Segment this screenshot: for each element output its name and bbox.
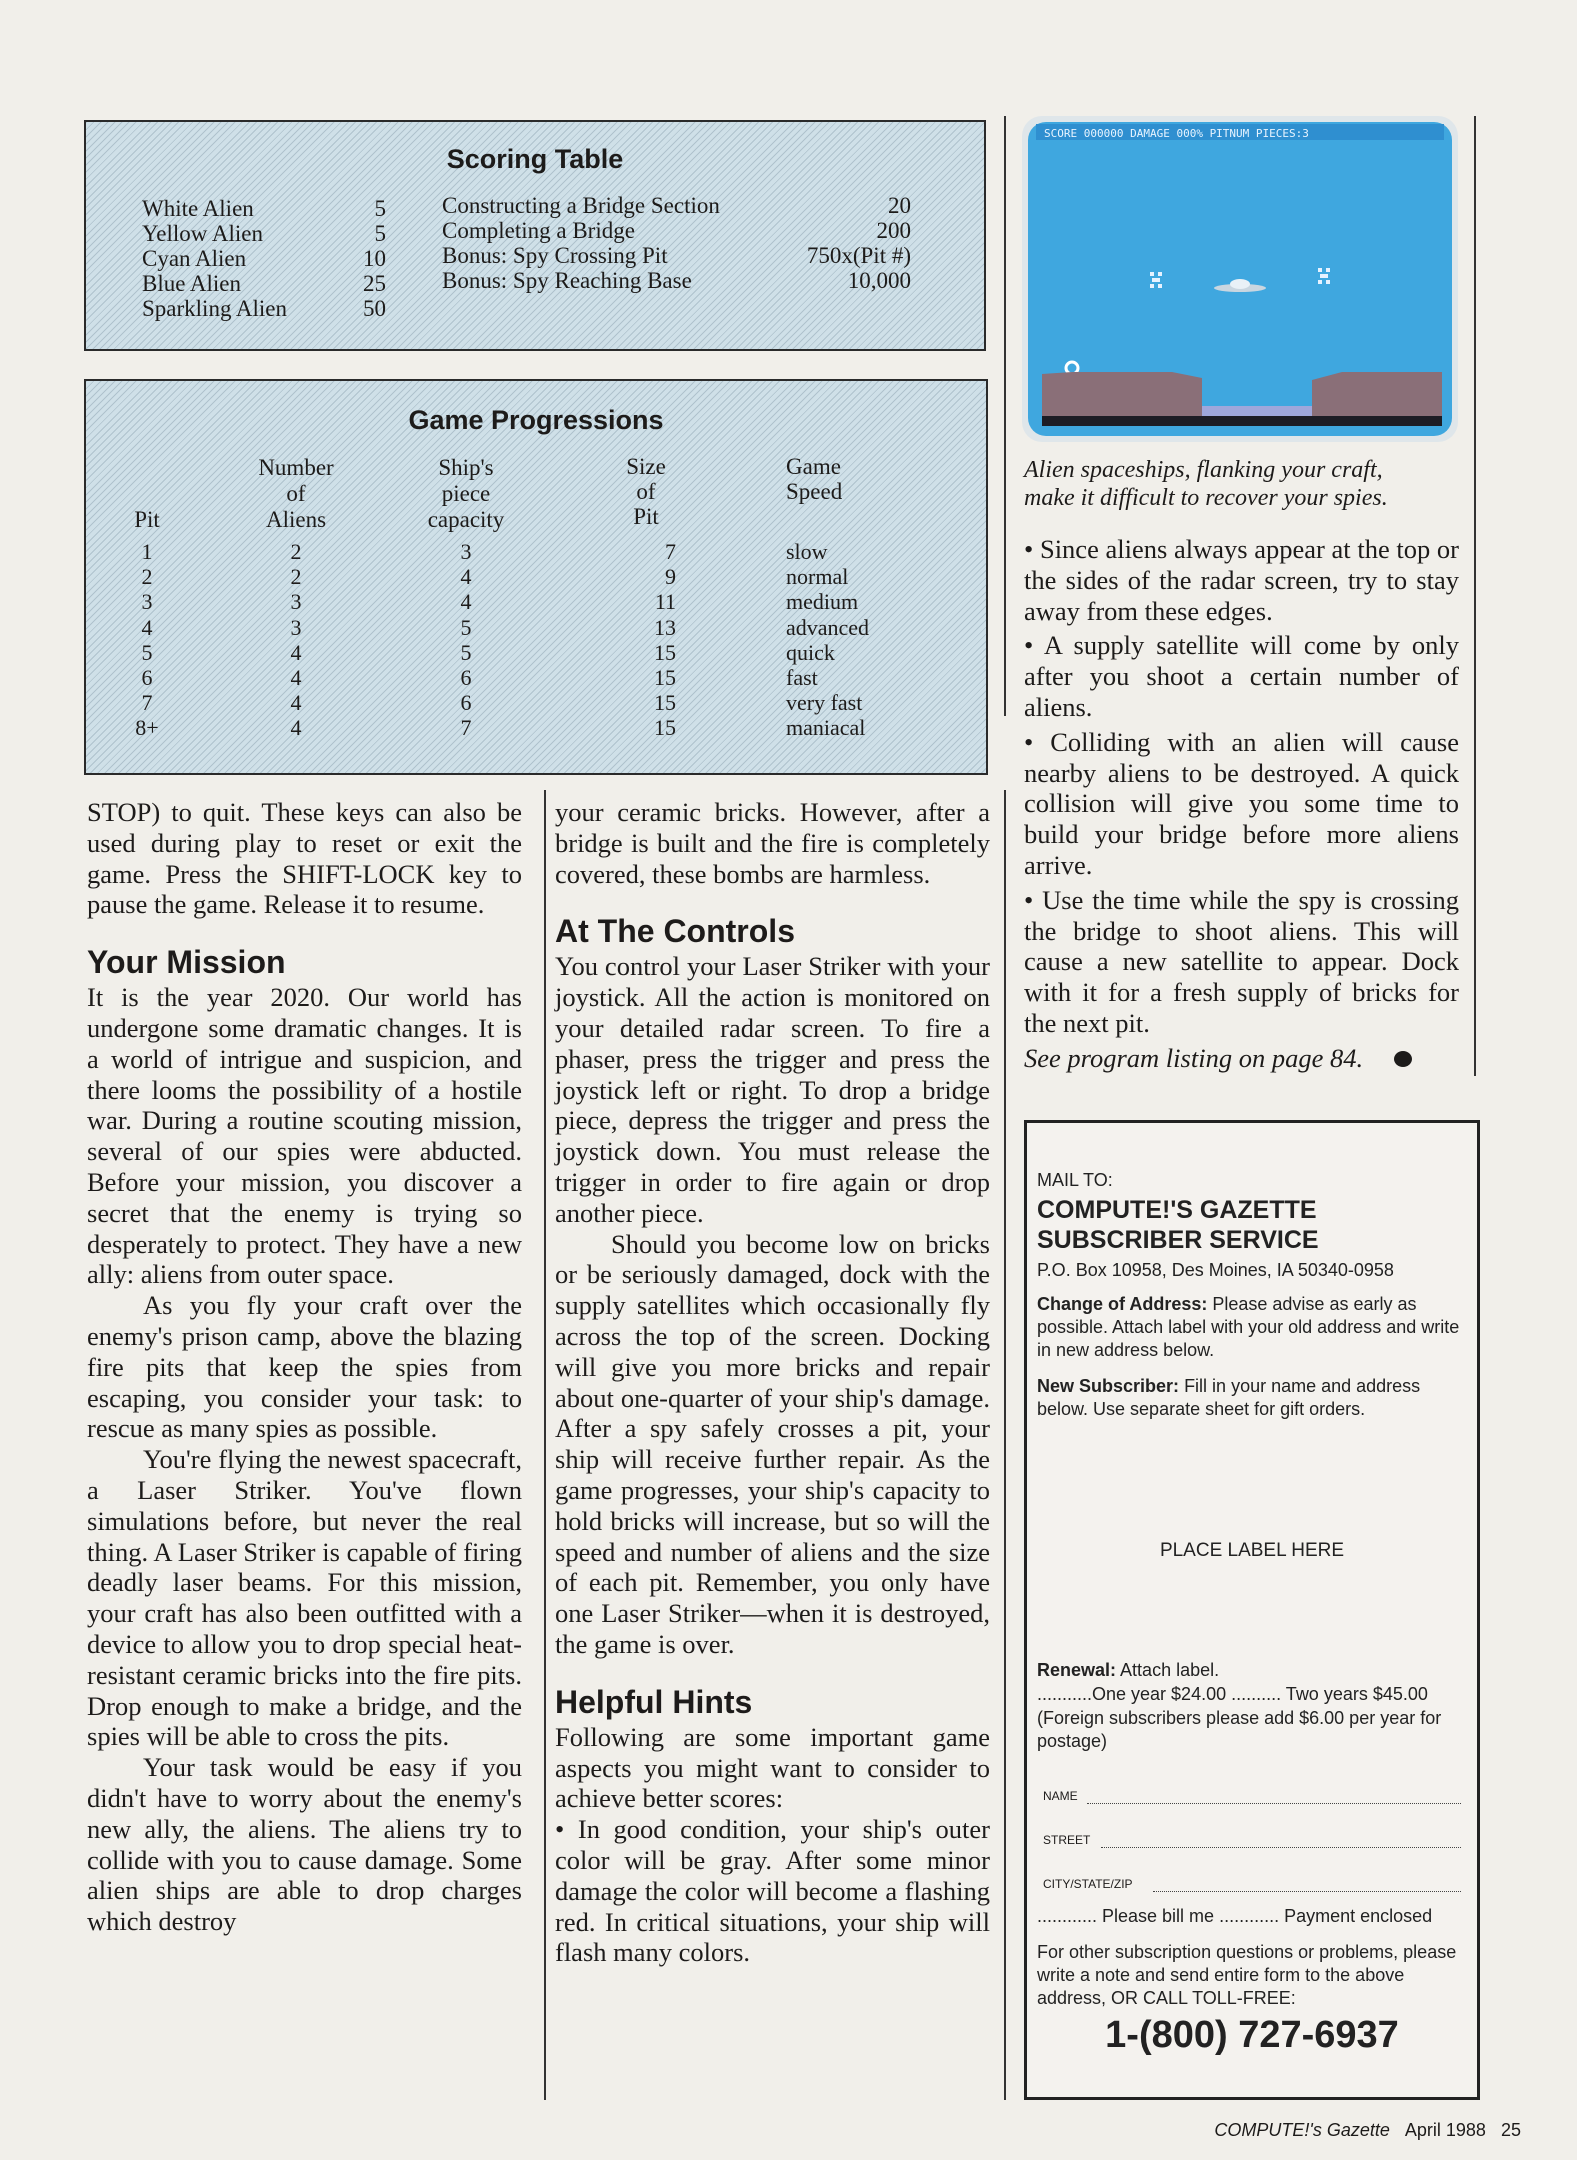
city-label: CITY/STATE/ZIP	[1043, 1877, 1133, 1891]
header-size: of	[636, 479, 656, 504]
progression-cell-aliens: 4	[290, 639, 302, 665]
progression-cell-capacity: 4	[460, 589, 472, 615]
header-speed: Speed	[786, 479, 843, 504]
renewal-label: Renewal:	[1037, 1660, 1117, 1680]
progression-cell-size: 13	[654, 614, 676, 640]
other-questions: For other subscription questions or problems, please write a note and send entire form to the above address, OR CALL TOLL-FREE:	[1037, 1942, 1457, 2008]
progression-cell-capacity: 7	[460, 715, 472, 741]
progression-cell-size: 7	[665, 539, 676, 564]
new-subscriber	[1037, 1375, 1467, 1421]
toll-free-number[interactable]: 1-(800) 727-6937	[1105, 2014, 1399, 2056]
paragraph: Following are some important game aspects you might want to consider to achieve better scores:	[555, 1721, 990, 1814]
progression-cell-capacity: 5	[460, 639, 472, 665]
screenshot-caption: Alien spaceships, flanking your craft, make it difficult to recover your spies.	[1024, 457, 1388, 511]
paragraph: It is the year 2020. Our world has undergone some dramatic changes. It is a world of intrigue and suspicion, and there looms the possibility of a hostile war. During a routine scouting mission, several of our spies were abducted. Before your mission, you discover a secret that the enemy is trying so desperately to protect. They have a new ally: aliens from outer space.	[87, 982, 522, 1290]
header-capacity: piece	[441, 481, 491, 506]
paragraph: As you fly your craft over the enemy's prison camp, above the blazing fire pits that keep the spies from escaping, you consider your task: to rescue as many spies as possible.	[87, 1290, 522, 1444]
subscriber-form	[1024, 1120, 1480, 2100]
hint-bullet: • Use the time while the spy is crossing the bridge to shoot aliens. This will cause a new satellite to appear. Dock with it for a fresh supply of bricks for the next pit.	[1024, 884, 1459, 1038]
issue-date: April 1988	[1404, 2120, 1486, 2140]
hint-bullet: • Since aliens always appear at the top or the sides of the radar screen, try to stay away from these edges.	[1024, 534, 1459, 626]
paragraph: Should you become low on bricks or be seriously damaged, dock with the supply satellites which occasionally fly across the top of the screen. Docking will give you more bricks and repair about one-quarter of your ship's damage. After a spy safely crosses a pit, your ship will receive further repair. As the game progresses, your ship's capacity to hold bricks will increase, but so will the speed and number of aliens and the size of each pit. Remember, you only have one Laser Striker—when it is destroyed, the game is over.	[555, 1228, 990, 1659]
progression-cell-pit: 4	[141, 614, 153, 640]
header-aliens: Aliens	[265, 507, 327, 532]
score-points: 10	[363, 246, 386, 271]
score-label: Yellow Alien	[142, 221, 263, 246]
section-heading: At The Controls	[555, 913, 795, 950]
change-of-address	[1037, 1293, 1467, 1362]
paragraph: You're flying the newest spacecraft, a Laser Striker. You've flown simulations before, but never the real thing. A Laser Striker is capable of firing deadly laser beams. For this mission, your craft has also been outfitted with a device to allow you to drop special heat-resistant ceramic bricks into the fire pits. Drop enough to make a bridge, and the spies will be able to cross the pits.	[87, 1444, 522, 1752]
right-cliff	[1312, 372, 1442, 416]
mail-to-label: MAIL TO:	[1037, 1170, 1113, 1190]
header-speed: Game	[786, 454, 841, 479]
progression-cell-pit: 2	[141, 564, 153, 590]
progression-cell-speed: medium	[786, 589, 859, 615]
score-label: Sparkling Alien	[142, 296, 288, 321]
progression-cell-aliens: 2	[290, 539, 302, 564]
name-label: NAME	[1043, 1789, 1078, 1803]
progression-cell-size: 11	[654, 589, 676, 615]
paragraph: • In good condition, your ship's outer color will be gray. After some minor damage the color will become a flashing red. In critical situations, your ship will flash many colors.	[555, 1814, 990, 1968]
progression-cell-pit: 5	[141, 639, 153, 665]
progression-cell-speed: quick	[786, 639, 835, 665]
org-name: COMPUTE!'S GAZETTE	[1037, 1196, 1317, 1224]
header-capacity: Ship's	[438, 455, 494, 480]
capacity-column	[426, 539, 506, 741]
score-label: Constructing a Bridge Section	[442, 193, 720, 218]
progression-cell-capacity: 6	[460, 665, 472, 691]
score-label: White Alien	[142, 196, 254, 221]
game-screen-graphic	[1022, 116, 1458, 442]
score-points: 5	[374, 196, 386, 221]
renewal-options	[1037, 1683, 1467, 1706]
score-points: 20	[888, 193, 911, 218]
column-rule	[1004, 116, 1006, 716]
change-text: Please advise as early as possible. Attach label with your old address and write in new address below.	[1037, 1294, 1460, 1360]
progression-cell-speed: fast	[786, 665, 818, 691]
section-heading: Helpful Hints	[555, 1683, 753, 1720]
end-mark-icon	[1394, 1051, 1412, 1067]
foreign-note: (Foreign subscribers please add $6.00 per year for postage)	[1037, 1708, 1442, 1751]
mail-address: P.O. Box 10958, Des Moines, IA 50340-0958	[1037, 1260, 1394, 1280]
progression-cell-pit: 1	[141, 539, 153, 564]
progression-cell-speed: normal	[786, 564, 849, 590]
progression-cell-aliens: 4	[290, 665, 302, 691]
paragraph: your ceramic bricks. However, after a bridge is built and the fire is completely covered, these bombs are harmless.	[555, 797, 990, 889]
hint-bullet: • Colliding with an alien will cause nearby aliens to be destroyed. A quick collision will give you some time to build your bridge before more aliens arrive.	[1024, 726, 1459, 880]
score-points: 10,000	[847, 268, 911, 293]
progression-cell-speed: maniacal	[786, 715, 866, 741]
size-column	[606, 539, 676, 741]
magazine-name: COMPUTE!'s Gazette	[1214, 2120, 1390, 2140]
score-points: 25	[363, 271, 386, 296]
paragraph: Your task would be easy if you didn't have to worry about the enemy's new ally, the aliens. The aliens try to collide with you to cause damage. Some alien ships are able to drop charges which destroy	[87, 1752, 522, 1937]
one-year-option[interactable]: ...........One year $24.00	[1037, 1684, 1227, 1704]
city-field[interactable]	[1043, 1877, 1461, 1895]
listing-text: See program listing on page 84.	[1024, 1042, 1364, 1073]
pit-column	[122, 539, 172, 741]
header-capacity: capacity	[427, 507, 505, 532]
street-field[interactable]	[1043, 1833, 1461, 1851]
score-points: 200	[876, 218, 911, 243]
column-rule	[1474, 116, 1476, 1076]
article-column-1	[87, 797, 522, 1937]
progression-cell-size: 9	[665, 564, 676, 590]
progression-cell-aliens: 4	[290, 690, 302, 716]
label-placeholder[interactable]: PLACE LABEL HERE	[1159, 1540, 1345, 1561]
header-size: Size	[626, 454, 666, 479]
page-number: 25	[1500, 2120, 1521, 2140]
ground-strip	[1042, 416, 1442, 426]
paragraph: STOP) to quit. These keys can also be used during play to reset or exit the game. Press the SHIFT-LOCK key to pause the game. Release it to resume.	[87, 797, 522, 920]
progression-cell-aliens: 2	[290, 564, 302, 590]
score-label: Cyan Alien	[142, 246, 247, 271]
article-column-2	[555, 797, 990, 1968]
section-heading: Your Mission	[87, 944, 286, 981]
progression-cell-aliens: 4	[290, 715, 302, 741]
street-label: STREET	[1043, 1833, 1091, 1847]
score-points: 750x(Pit #)	[806, 243, 911, 268]
progression-cell-size: 15	[654, 690, 676, 716]
scoring-table-title: Scoring Table	[446, 144, 624, 174]
progression-cell-speed: very fast	[786, 690, 863, 716]
progression-cell-speed: advanced	[786, 614, 870, 640]
header-aliens: Number	[258, 455, 334, 480]
progression-cell-aliens: 3	[290, 614, 302, 640]
two-year-option[interactable]: .......... Two years $45.00	[1231, 1684, 1428, 1704]
article-column-3	[1024, 534, 1459, 1074]
progression-cell-pit: 7	[141, 690, 153, 716]
header-aliens: of	[286, 481, 306, 506]
hint-bullet: • A supply satellite will come by only after you shoot a certain number of aliens.	[1024, 630, 1459, 722]
org-name: SUBSCRIBER SERVICE	[1037, 1226, 1319, 1254]
page-footer	[1214, 2120, 1521, 2141]
progression-cell-capacity: 3	[460, 539, 472, 564]
header-pit: Pit	[134, 507, 160, 532]
progression-cell-aliens: 3	[290, 589, 302, 615]
progression-cell-pit: 8+	[135, 715, 159, 741]
paragraph: You control your Laser Striker with your joystick. All the action is monitored on your detailed radar screen. To fire a phaser, press the trigger and press the joystick left or right. To drop a bridge piece, depress the trigger and press the joystick down. You must release the trigger in order to fire again or drop another piece.	[555, 951, 990, 1228]
progression-cell-capacity: 6	[460, 690, 472, 716]
scoring-table	[84, 120, 986, 351]
progression-cell-capacity: 4	[460, 564, 472, 590]
column-rule	[1004, 790, 1006, 2100]
score-label: Completing a Bridge	[442, 218, 635, 243]
column-rule	[544, 790, 546, 2100]
progression-cell-pit: 3	[141, 589, 153, 615]
score-label: Bonus: Spy Crossing Pit	[442, 243, 668, 268]
new-label: New Subscriber:	[1037, 1376, 1180, 1396]
progression-cell-size: 15	[654, 639, 676, 665]
score-points: 5	[374, 221, 386, 246]
renewal	[1037, 1659, 1467, 1682]
game-screenshot	[1022, 116, 1458, 442]
new-text: Fill in your name and address below. Use separate sheet for gift orders.	[1037, 1376, 1421, 1419]
bill-me-option[interactable]: ............ Please bill me	[1037, 1906, 1215, 1926]
progression-cell-size: 15	[654, 665, 676, 691]
progression-cell-size: 15	[654, 715, 676, 741]
fire-pit	[1202, 406, 1312, 416]
progressions-title: Game Progressions	[408, 405, 664, 435]
change-label: Change of Address:	[1037, 1294, 1208, 1314]
payment-options	[1037, 1905, 1467, 1928]
left-cliff	[1042, 372, 1202, 416]
game-hud: SCORE 000000 DAMAGE 000% PITNUM PIECES:3	[1044, 127, 1309, 140]
progression-cell-capacity: 5	[460, 614, 472, 640]
progressions-table	[84, 379, 988, 775]
renewal-text: Attach label.	[1120, 1660, 1220, 1680]
name-field[interactable]	[1043, 1789, 1461, 1807]
score-label: Bonus: Spy Reaching Base	[442, 268, 692, 293]
program-listing-note	[1024, 1043, 1459, 1074]
score-label: Blue Alien	[142, 271, 242, 296]
speed-column	[786, 539, 869, 741]
header-size: Pit	[633, 504, 659, 529]
score-points: 50	[363, 296, 386, 321]
aliens-column	[256, 539, 336, 741]
payment-enclosed-option[interactable]: ............ Payment enclosed	[1219, 1906, 1433, 1926]
progression-cell-pit: 6	[141, 665, 153, 691]
progression-cell-speed: slow	[786, 539, 828, 564]
